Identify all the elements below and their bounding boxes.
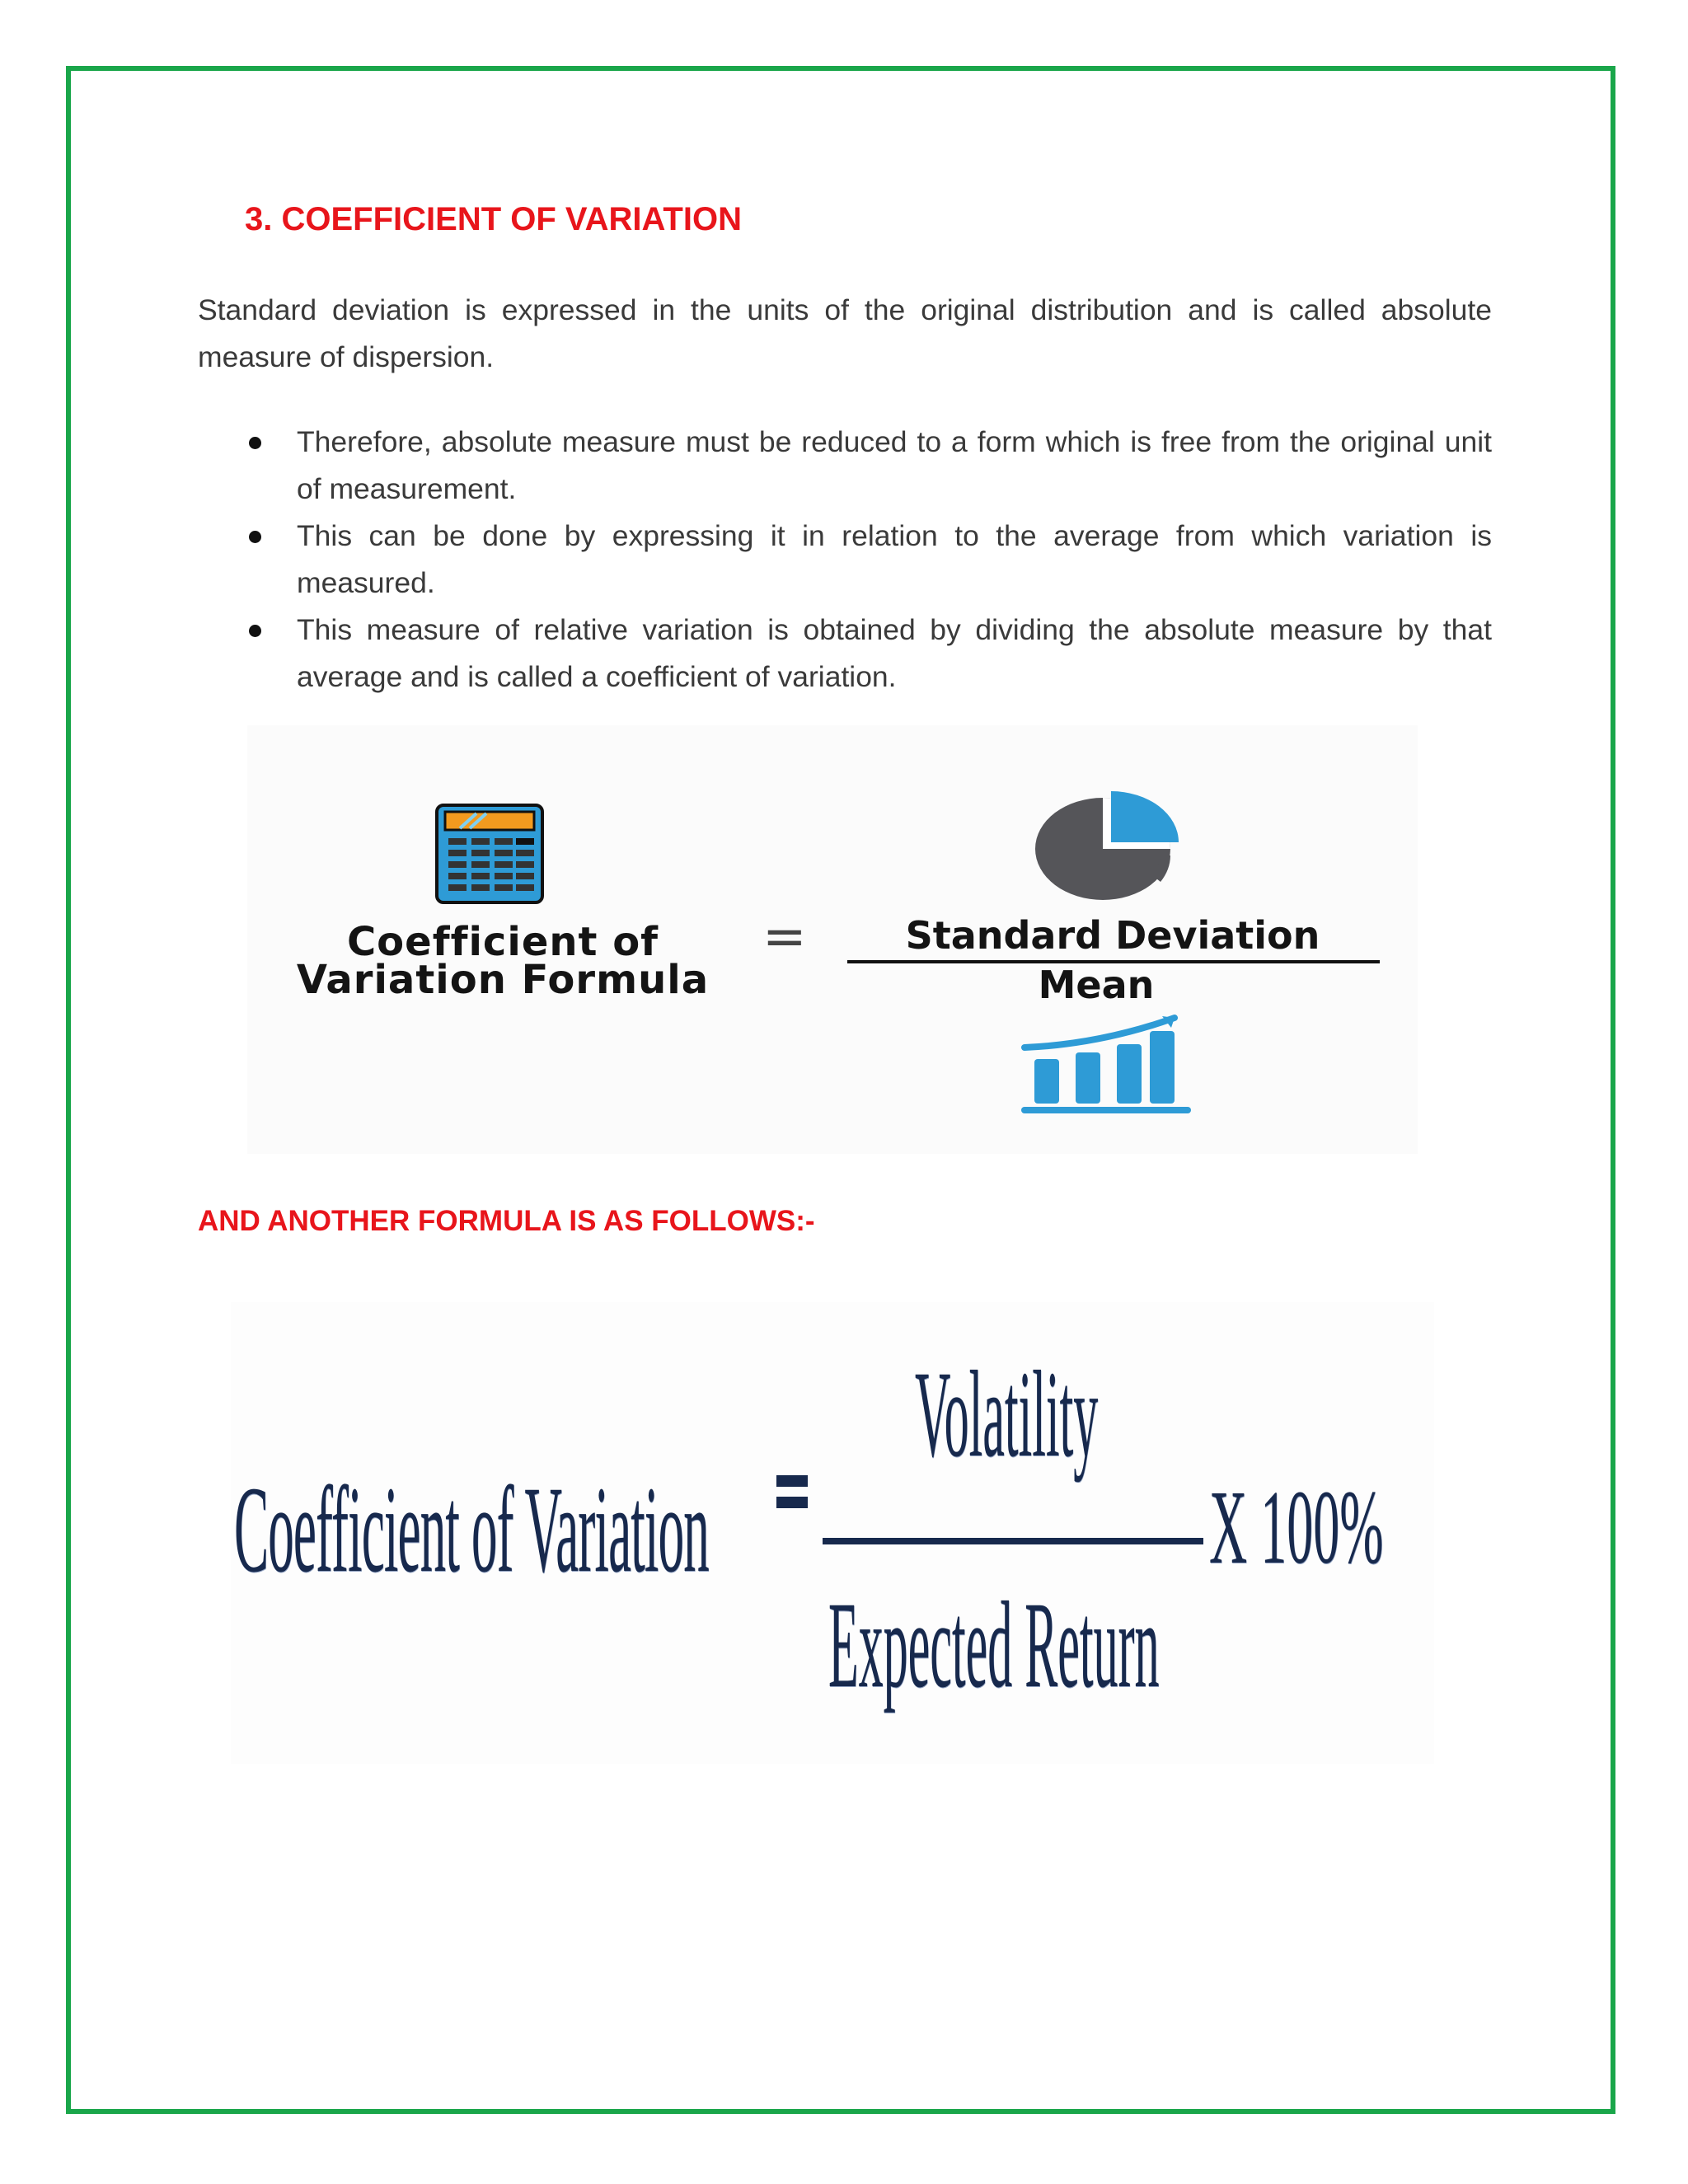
- formula-numerator: Standard Deviation: [905, 913, 1320, 958]
- bullet-text: This measure of relative variation is obtained by dividing the absolute measure by that average and is called a coefficient of variation.: [297, 613, 1492, 693]
- formula-denominator: Mean: [1038, 963, 1155, 1007]
- another-formula-heading: AND ANOTHER FORMULA IS AS FOLLOWS:-: [198, 1205, 815, 1237]
- cv-volatility-formula-figure: [231, 1302, 1434, 1764]
- bullet-icon: [249, 625, 261, 637]
- formula-left-label: [247, 919, 758, 1003]
- formula-left-line2: Variation Formula: [296, 957, 710, 1003]
- cv-formula-figure: [247, 725, 1418, 1154]
- equals-sign: =: [762, 907, 807, 968]
- bullet-text: Therefore, absolute measure must be reduced to a form which is free from the original unit of measurement.: [297, 425, 1492, 505]
- formula2-multiplier: X 100%: [1209, 1469, 1384, 1586]
- formula-left-line1: Coefficient of: [346, 919, 659, 965]
- bullet-icon: [249, 531, 261, 543]
- list-item: [198, 513, 1492, 607]
- calculator-icon: [435, 804, 544, 904]
- bar-chart-icon: [1018, 1011, 1193, 1117]
- bullet-icon: [249, 437, 261, 449]
- bullet-text: This can be done by expressing it in relation to the average from which variation is measured.: [297, 519, 1492, 599]
- list-item: [198, 607, 1492, 701]
- list-item: [198, 419, 1492, 513]
- bullet-list: [198, 419, 1492, 701]
- formula2-denominator: Expected Return: [828, 1577, 1160, 1713]
- formula2-equals-sign: [776, 1475, 808, 1513]
- formula2-numerator: Volatility: [915, 1346, 1099, 1483]
- formula2-left-label: Coefficient of Variation: [234, 1461, 709, 1598]
- section-heading: 3. COEFFICIENT OF VARIATION: [245, 201, 742, 237]
- formula2-fraction-bar: [823, 1538, 1203, 1544]
- intro-paragraph: Standard deviation is expressed in the units of the original distribution and is called absolute measure of dispersion.: [198, 293, 1492, 373]
- pie-chart-icon: [1022, 790, 1197, 903]
